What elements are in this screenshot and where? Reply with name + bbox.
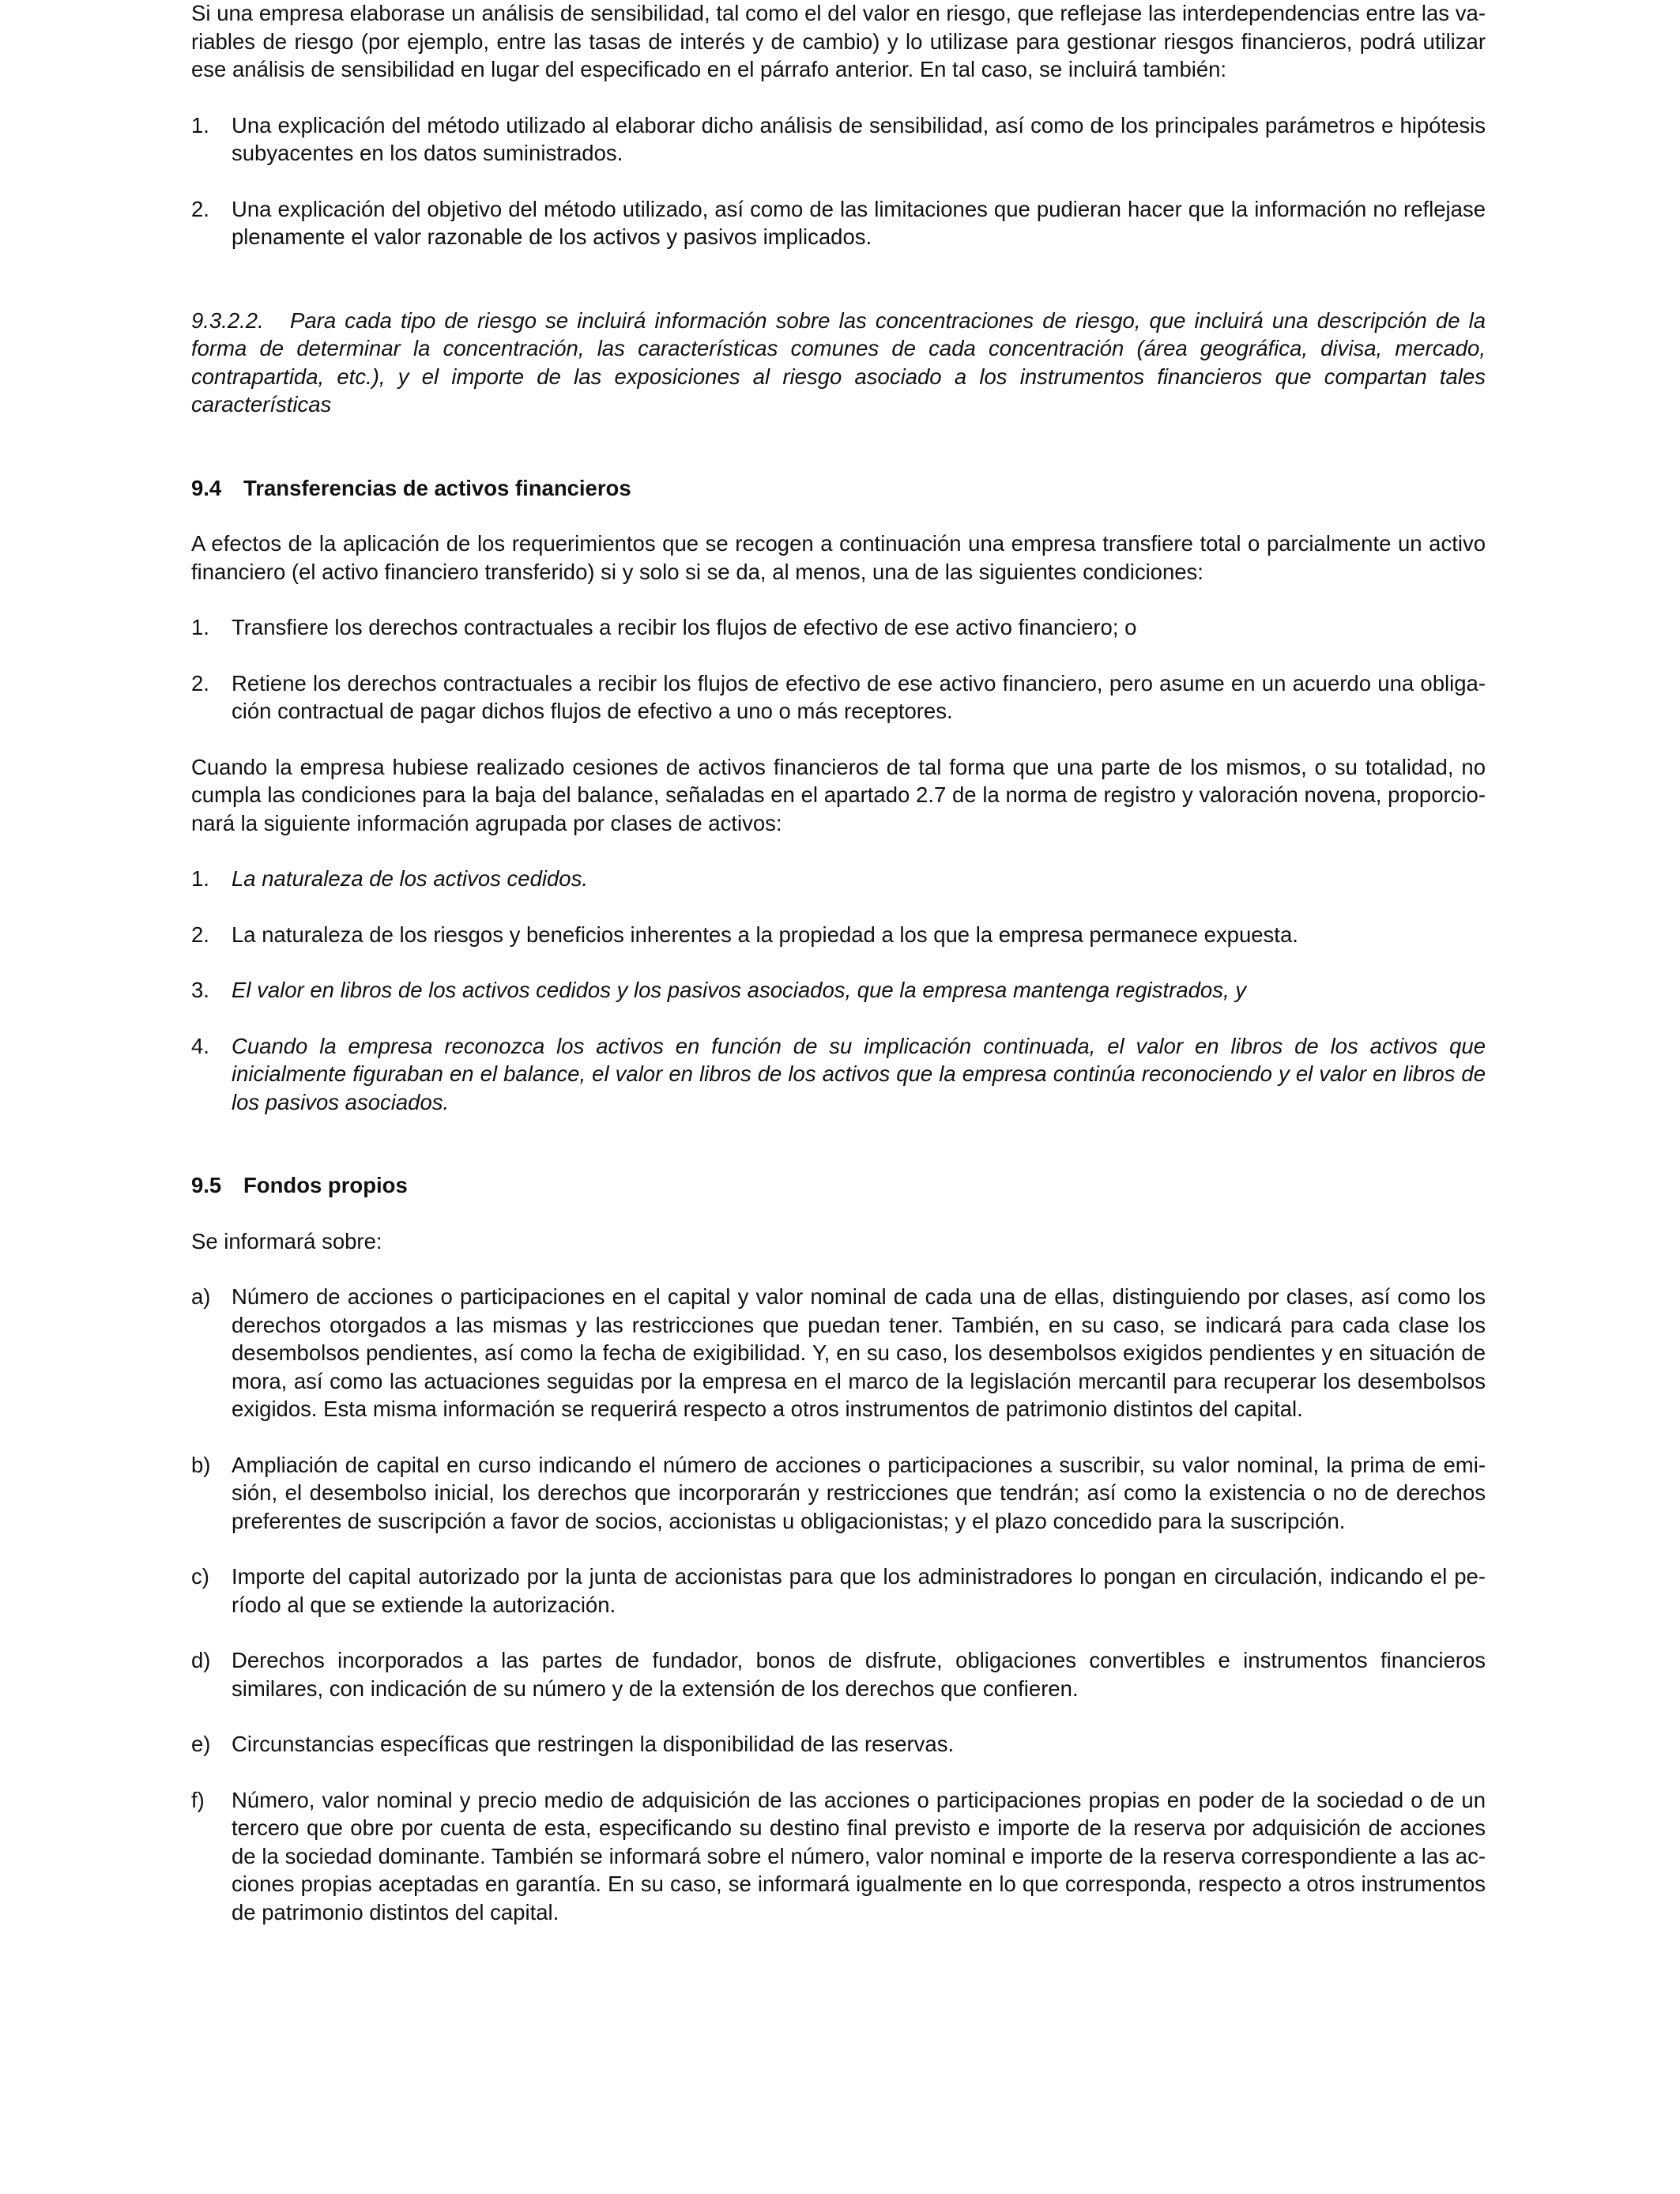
list-marker: a) bbox=[191, 1284, 211, 1309]
list-marker: d) bbox=[191, 1648, 211, 1672]
list-item bbox=[191, 1786, 1486, 1927]
equity-list bbox=[191, 1283, 1486, 1926]
risk-concentration-paragraph: 9.3.2.2. Para cada tipo de riesgo se incluirá información sobre las concentraciones de riesgo, que incluirá una descripción de la forma de determinar la concentración, las características comunes de cada concentración (área geográfica, divisa, mercado, contrapartida, etc.), y el importe de las exposiciones al riesgo asociado a los instrumentos financieros que compartan tales características bbox=[191, 307, 1492, 417]
list-item-text: Importe del capital autorizado por la junta de accionistas para que los administradores lo pongan en circulación, indicando el período al que se extiende la autorización. bbox=[232, 1564, 1486, 1617]
list-item bbox=[191, 111, 1486, 168]
list-item-text: Una explicación del objetivo del método utilizado, así como de las limitaciones que pudieran hacer que la información no reflejase plenamente el valor razonable de los activos y pasivos implicados. bbox=[232, 196, 1486, 249]
list-item bbox=[191, 1283, 1486, 1423]
list-item bbox=[191, 976, 1486, 1005]
list-item-text: Ampliación de capital en curso indicando el número de acciones o participaciones a suscribir, su valor nominal, la prima de emisión, el desembolso inicial, los derechos que incorporarán y restricciones que tendrán; así como la existencia o no de derechos preferentes de suscripción a favor de socios, accionistas u obligacionistas; y el plazo concedido para la suscripción. bbox=[232, 1452, 1486, 1533]
list-item bbox=[191, 1563, 1486, 1619]
sensitivity-list bbox=[191, 111, 1486, 251]
list-item-text: Número de acciones o participaciones en el capital y valor nominal de cada una de ellas, distinguiendo por clases, así como los derechos otorgados a las mismas y las restricciones que puedan tener. También, en su caso, se indicará para cada clase los desembolsos pendientes, así como la fecha de exigibilidad. Y, en su caso, los desembolsos exigidos pendientes y en situación de mora, así como las actuaciones seguidas por la empresa en el marco de la legislación mercantil para recuperar los desembolsos exigidos. Esta misma información se requerirá respecto a otros instrumentos de patrimonio distintos del capital. bbox=[232, 1284, 1486, 1421]
section-heading-9-4 bbox=[191, 474, 1486, 503]
list-marker: 1. bbox=[191, 615, 209, 639]
list-marker: 3. bbox=[191, 978, 209, 1002]
section-title: Transferencias de activos financieros bbox=[243, 475, 631, 500]
list-item-text: La naturaleza de los riesgos y beneficios inherentes a la propiedad a los que la empresa permanece expuesta. bbox=[232, 922, 1298, 947]
transfer-conditions-list bbox=[191, 613, 1486, 726]
list-item-text: Circunstancias específicas que restringen la disponibilidad de las reservas. bbox=[232, 1732, 955, 1756]
list-item bbox=[191, 1451, 1486, 1536]
list-item bbox=[191, 613, 1486, 642]
section-number: 9.4 bbox=[191, 475, 222, 500]
list-item bbox=[191, 195, 1486, 251]
list-marker: c) bbox=[191, 1564, 209, 1589]
equity-intro-paragraph: Se informará sobre: bbox=[191, 1228, 382, 1253]
list-marker: 2. bbox=[191, 196, 209, 221]
list-marker: 4. bbox=[191, 1033, 209, 1058]
list-item bbox=[191, 1730, 1486, 1759]
list-item-text: El valor en libros de los activos cedidos y los pasivos asociados, que la empresa mantenga registrados, y bbox=[232, 978, 1247, 1002]
list-item-text: Cuando la empresa reconozca los activos en función de su implicación continuada, el valor en libros de los activos que inicialmente figuraban en el balance, el valor en libros de los activos que la empresa continúa reconociendo y el valor en libros de los pasivos asociados. bbox=[232, 1033, 1486, 1114]
list-item-text: La naturaleza de los activos cedidos. bbox=[232, 866, 588, 891]
transfer-disclosure-paragraph: Cuando la empresa hubiese realizado cesiones de activos financieros de tal forma que una parte de los mismos, o su totalidad, no cumpla las condiciones para la baja del balance, señaladas en el apartado 2.7 de la norma de registro y valoración novena, proporcionará la siguiente información agrupada por clases de activos: bbox=[191, 754, 1486, 835]
sensitivity-intro-paragraph: Si una empresa elaborase un análisis de sensibilidad, tal como el del valor en riesgo, que reflejase las interdependencias entre las variables de riesgo (por ejemplo, entre las tasas de interés y de cambio) y lo utilizase para gestionar riesgos financieros, podrá utilizar ese análisis de sensibilidad en lugar del especificado en el párrafo anterior. En tal caso, se incluirá también: bbox=[191, 1, 1486, 81]
list-marker: 2. bbox=[191, 922, 209, 947]
document-page bbox=[191, 0, 1492, 1926]
list-marker: 1. bbox=[191, 866, 209, 891]
section-heading-9-5 bbox=[191, 1171, 1486, 1200]
list-marker: 1. bbox=[191, 112, 209, 138]
list-marker: b) bbox=[191, 1452, 211, 1477]
list-marker: 2. bbox=[191, 670, 209, 696]
section-title: Fondos propios bbox=[243, 1173, 408, 1197]
list-item bbox=[191, 1032, 1486, 1117]
transfer-info-list bbox=[191, 865, 1486, 1116]
list-item bbox=[191, 669, 1486, 726]
list-item-text: Retiene los derechos contractuales a recibir los flujos de efectivo de ese activo financiero, pero asume en un acuerdo una obligación contractual de pagar dichos flujos de efectivo a uno o más receptores. bbox=[232, 670, 1486, 723]
list-marker: f) bbox=[191, 1787, 205, 1812]
section-number: 9.5 bbox=[191, 1173, 222, 1197]
list-marker: e) bbox=[191, 1732, 211, 1756]
transfer-intro-paragraph: A efectos de la aplicación de los requerimientos que se recogen a continuación una empresa transfiere total o parcialmente un activo financiero (el activo financiero transferido) si y solo si se da, al menos, una de las siguientes condiciones: bbox=[191, 531, 1486, 584]
list-item-text: Derechos incorporados a las partes de fundador, bonos de disfrute, obligaciones convertibles e instrumentos financieros similares, con indicación de su número y de la extensión de los derechos que confieren. bbox=[232, 1648, 1486, 1701]
list-item bbox=[191, 1646, 1486, 1702]
list-item-text: Transfiere los derechos contractuales a recibir los flujos de efectivo de ese activo financiero; o bbox=[232, 615, 1137, 639]
list-item-text: Una explicación del método utilizado al elaborar dicho análisis de sensibilidad, así como de los principales parámetros e hipótesis subyacentes en los datos suministrados. bbox=[232, 112, 1486, 165]
list-item-text: Número, valor nominal y precio medio de adquisición de las acciones o participaciones propias en poder de la sociedad o de un tercero que obre por cuenta de esta, especificando su destino final previsto e importe de la reserva por adquisición de acciones de la sociedad dominante. También se informará sobre el número, valor nominal e importe de la reserva correspondiente a las acciones propias aceptadas en garantía. En su caso, se informará igualmente en lo que corresponda, respecto a otros instrumentos de patrimonio distintos del capital. bbox=[232, 1787, 1486, 1924]
list-item bbox=[191, 865, 1486, 893]
list-item bbox=[191, 921, 1486, 949]
